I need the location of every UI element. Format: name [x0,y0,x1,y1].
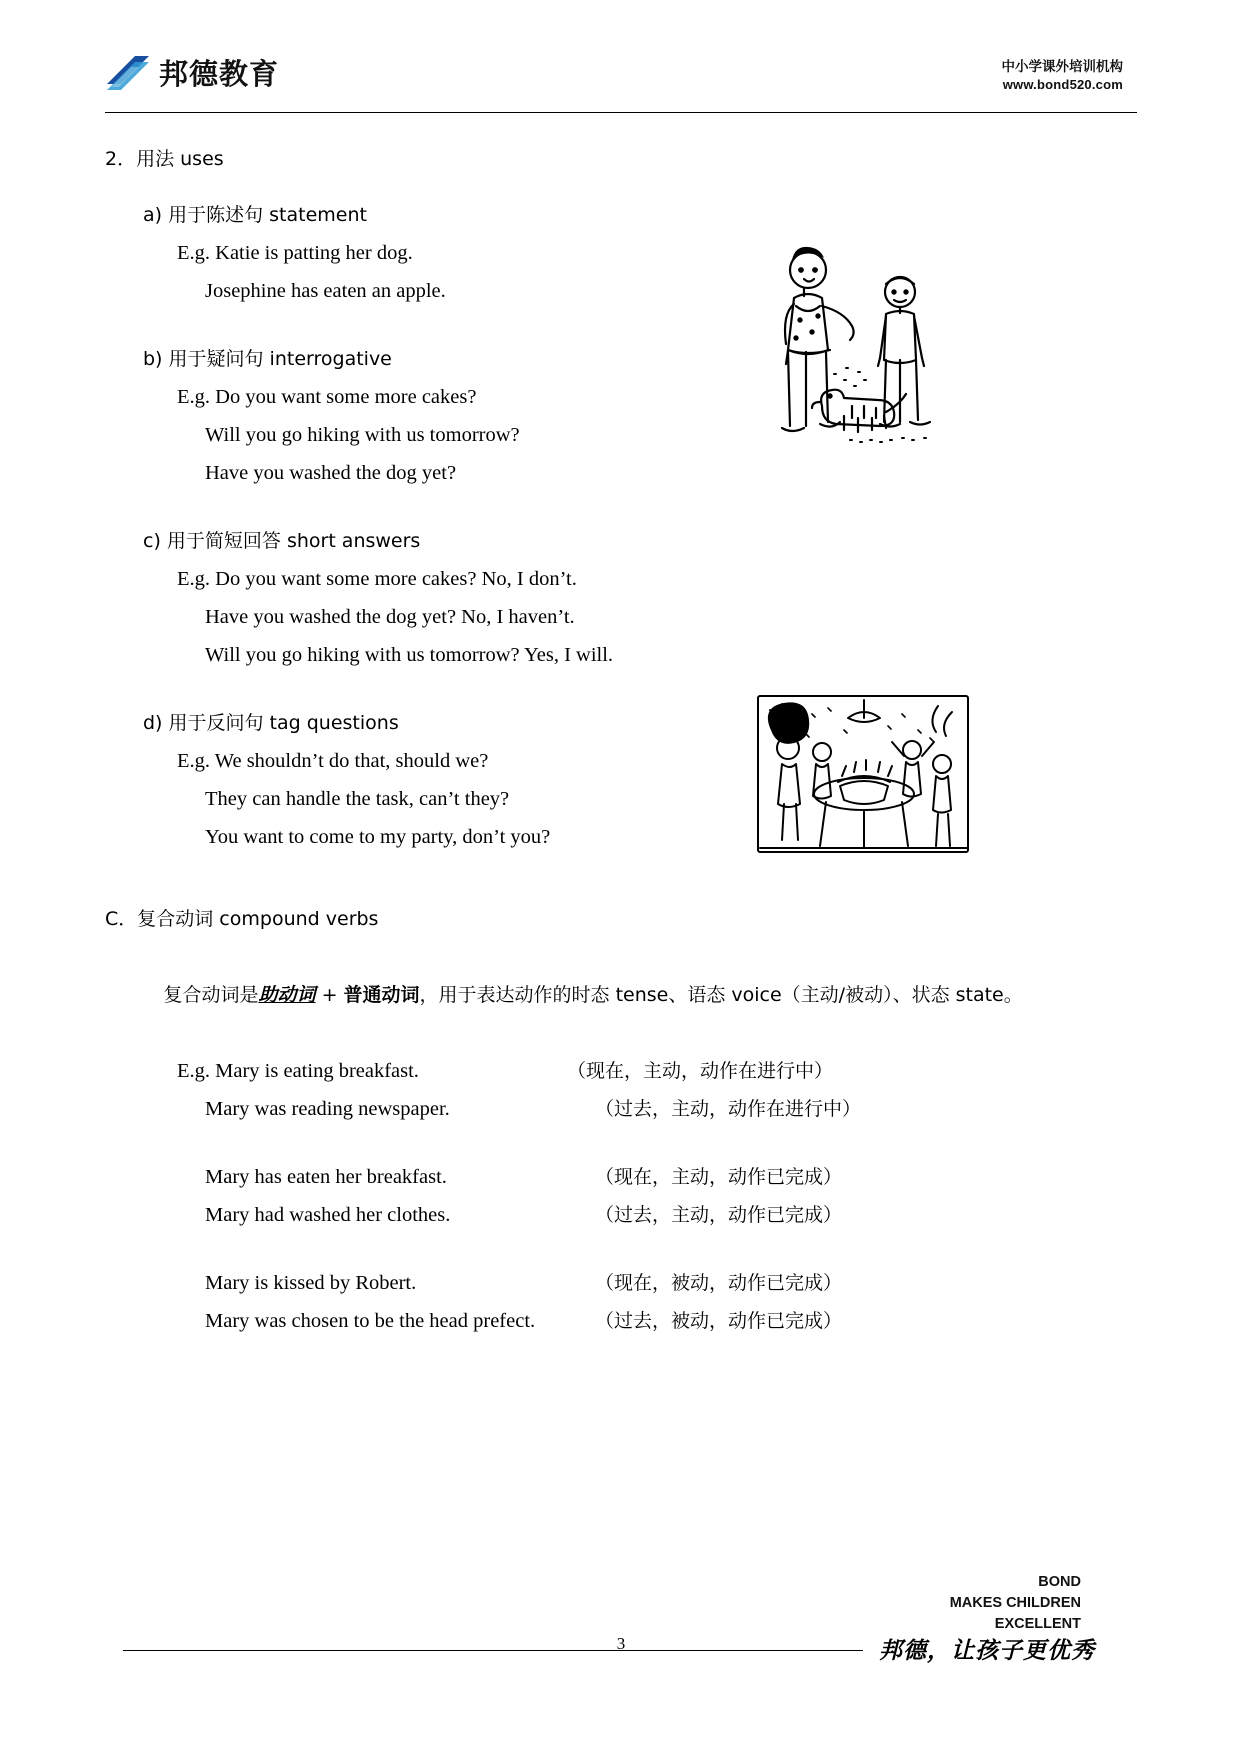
compound-example-row [205,1158,1137,1196]
section-c-heading: C．复合动词 compound verbs [105,908,379,930]
item-a-example-1: E.g. Katie is patting her dog. [177,242,413,264]
item-b-example-1: E.g. Do you want some more cakes? [177,386,477,408]
item-c-heading: c) 用于简短回答 short answers [143,530,421,552]
compound-example-en: E.g. Mary is eating breakfast. [177,1060,419,1082]
definition-verb-term: 普通动词 [343,984,420,1006]
document-content [105,140,1137,1340]
definition-auxiliary-term: 助动词 [258,984,316,1006]
header-divider [105,112,1137,113]
item-a-example-2: Josephine has eaten an apple. [205,280,446,302]
item-c-example-3: Will you go hiking with us tomorrow? Yes, I will. [205,644,614,666]
item-a-heading: a) 用于陈述句 statement [143,204,367,226]
compound-example-row [177,1052,1137,1090]
definition-plus: + [315,984,344,1006]
compound-example-en: Mary was chosen to be the head prefect. [205,1310,536,1332]
definition-prefix: 复合动词是 [163,984,259,1006]
item-d-example-3: You want to come to my party, don’t you? [205,826,551,848]
item-d-example-2: They can handle the task, can’t they? [205,788,510,810]
compound-example-en: Mary has eaten her breakfast. [205,1166,447,1188]
compound-verb-definition [143,938,1137,1052]
footer-slogan-line-1: BOND [1038,1574,1081,1590]
page-number: 3 [616,1634,626,1653]
compound-example-row [205,1196,1137,1234]
bond-logo-icon [105,54,151,92]
item-c-example-1: E.g. Do you want some more cakes? No, I don’t. [177,568,577,590]
brand-name: 邦德教育 [159,59,280,91]
compound-example-row [205,1264,1137,1302]
compound-example-zh: （现在，主动，动作在进行中） [567,1060,834,1082]
header-tagline-cn: 中小学课外培训机构 [1001,59,1123,74]
compound-example-en: Mary had washed her clothes. [205,1204,451,1226]
section-2-heading: 2．用法 uses [105,148,224,170]
item-b-example-2: Will you go hiking with us tomorrow? [205,424,520,446]
compound-example-en: Mary is kissed by Robert. [205,1272,417,1294]
brand-logo [105,52,279,93]
page-footer [105,1572,1137,1682]
compound-example-zh: （过去，主动，动作已完成） [595,1204,843,1226]
footer-slogan-line-2: MAKES CHILDREN [949,1595,1081,1612]
footer-slogan-en [950,1572,1081,1635]
compound-example-zh: （过去，主动，动作在进行中） [595,1098,862,1120]
page-header [105,52,1137,114]
footer-slogan-cn: 邦德，让孩子更优秀 [879,1637,1095,1664]
header-tagline [1002,58,1124,94]
item-d-example-1: E.g. We shouldn’t do that, should we? [177,750,489,772]
compound-example-zh: （过去，被动，动作已完成） [595,1310,843,1332]
item-b-heading: b) 用于疑问句 interrogative [143,348,392,370]
definition-suffix: ，用于表达动作的时态 tense、语态 voice（主动/被动）、状态 state。 [419,984,1023,1006]
compound-example-row [205,1302,1137,1340]
compound-example-en: Mary was reading newspaper. [205,1098,450,1120]
item-c-example-2: Have you washed the dog yet? No, I haven’t. [205,606,575,628]
header-website-url: www.bond520.com [1002,77,1123,93]
compound-example-zh: （现在，被动，动作已完成） [595,1272,843,1294]
footer-slogan-line-3: EXCELLENT [994,1616,1081,1633]
item-d-heading: d) 用于反问句 tag questions [143,712,399,734]
compound-example-row [205,1090,1137,1128]
item-b-example-3: Have you washed the dog yet? [205,462,457,484]
compound-example-zh: （现在，主动，动作已完成） [595,1166,843,1188]
